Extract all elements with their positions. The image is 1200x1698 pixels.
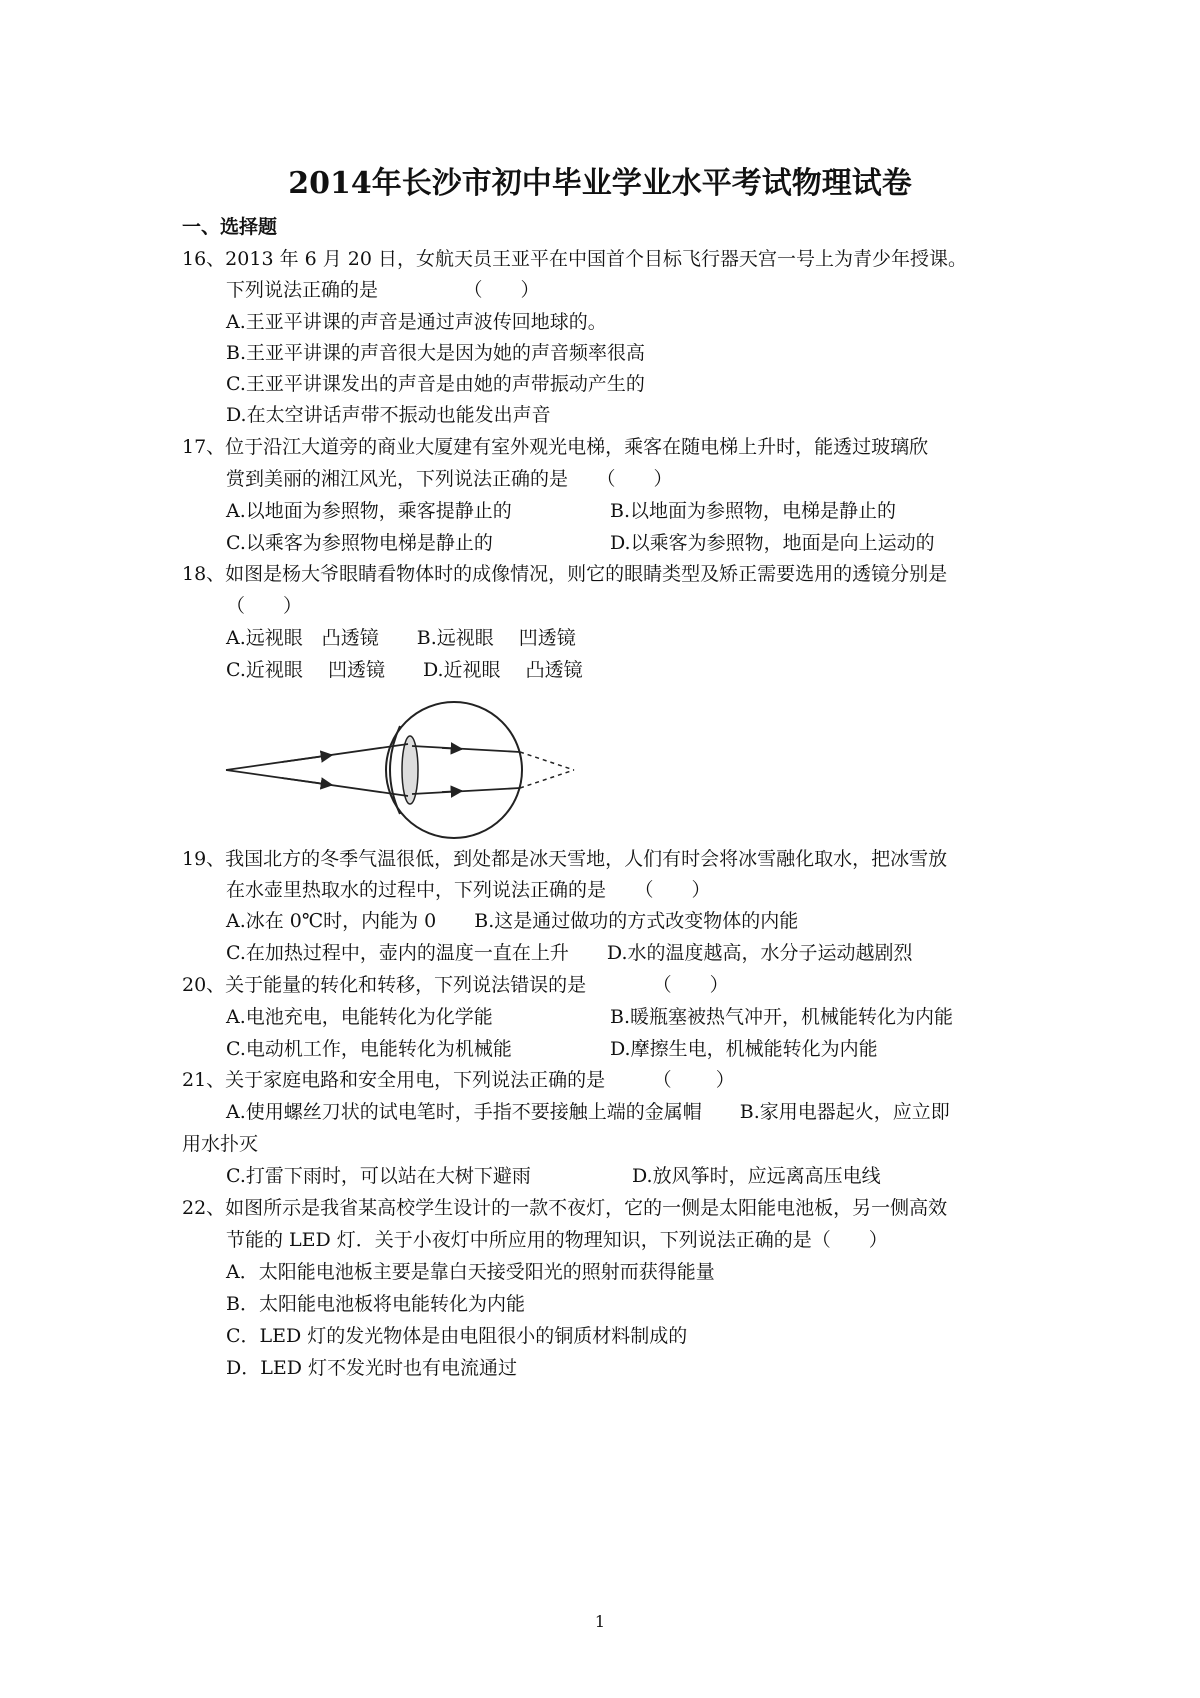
- q21-stem: 21、关于家庭电路和安全用电，下列说法正确的是 （ ）: [182, 1069, 735, 1091]
- q16-option-a: A.王亚平讲课的声音是通过声波传回地球的。: [226, 311, 607, 333]
- q18-stem-cont: （ ）: [226, 595, 303, 617]
- q22-stem-cont: 节能的 LED 灯．关于小夜灯中所应用的物理知识，下列说法正确的是（ ）: [226, 1229, 888, 1251]
- q17-stem-cont: 赏到美丽的湘江风光，下列说法正确的是 （ ）: [226, 468, 673, 490]
- q18-stem: 18、如图是杨大爷眼睛看物体时的成像情况，则它的眼睛类型及矫正需要选用的透镜分别是: [182, 563, 948, 585]
- q22-option-d: D．LED 灯不发光时也有电流通过: [226, 1357, 517, 1379]
- ray-upper-arrow-2: [442, 748, 462, 749]
- page-number: 1: [594, 1612, 606, 1631]
- eye-diagram: [222, 690, 582, 850]
- q22-option-a: A．太阳能电池板主要是靠白天接受阳光的照射而获得能量: [226, 1261, 715, 1283]
- q17-option-b: B.以地面为参照物，电梯是静止的: [610, 500, 897, 522]
- ray-lower-arrow: [282, 778, 332, 785]
- q17-stem: 17、位于沿江大道旁的商业大厦建有室外观光电梯，乘客在随电梯上升时，能透过玻璃欣: [182, 436, 929, 458]
- q19-options-cd: C.在加热过程中，壶内的温度一直在上升 D.水的温度越高，水分子运动越剧烈: [226, 942, 913, 964]
- q16-stem-cont: 下列说法正确的是 （ ）: [226, 279, 540, 301]
- q16-stem: 16、2013 年 6 月 20 日，女航天员王亚平在中国首个目标飞行器天宫一号上为青少年授课。: [182, 248, 967, 270]
- q17-option-a: A.以地面为参照物，乘客提静止的: [226, 500, 512, 522]
- q20-option-b: B.暖瓶塞被热气冲开，机械能转化为内能: [610, 1006, 954, 1028]
- q20-option-c: C.电动机工作，电能转化为机械能: [226, 1038, 512, 1060]
- q16-option-c: C.王亚平讲课发出的声音是由她的声带振动产生的: [226, 373, 645, 395]
- ray-upper-arrow: [282, 755, 332, 762]
- cornea-outline: [390, 726, 400, 814]
- ray-lower-extension: [520, 770, 574, 788]
- q21-option-c: C.打雷下雨时，可以站在大树下避雨: [226, 1165, 531, 1187]
- q20-stem: 20、关于能量的转化和转移，下列说法错误的是 （ ）: [182, 974, 729, 996]
- ray-upper-refracted: [412, 746, 520, 752]
- ray-upper-extension: [520, 752, 574, 770]
- q21-options-ab: A.使用螺丝刀状的试电笔时，手指不要接触上端的金属帽 B.家用电器起火，应立即: [226, 1101, 950, 1123]
- q20-option-d: D.摩擦生电，机械能转化为内能: [610, 1038, 878, 1060]
- q18-options-ab: A.远视眼 凸透镜 B.远视眼 凹透镜: [226, 627, 576, 649]
- q19-stem: 19、我国北方的冬季气温很低，到处都是冰天雪地，人们有时会将冰雪融化取水，把冰雪放: [182, 848, 948, 870]
- q16-option-d: D.在太空讲话声带不振动也能发出声音: [226, 404, 551, 426]
- ray-lower-refracted: [412, 788, 520, 794]
- q16-option-b: B.王亚平讲课的声音很大是因为她的声音频率很高: [226, 342, 646, 364]
- q19-options-ab: A.冰在 0℃时，内能为 0 B.这是通过做功的方式改变物体的内能: [226, 910, 799, 932]
- ray-lower-arrow-2: [442, 791, 462, 792]
- q22-stem: 22、如图所示是我省某高校学生设计的一款不夜灯，它的一侧是太阳能电池板，另一侧高效: [182, 1197, 948, 1219]
- q22-option-c: C．LED 灯的发光物体是由电阻很小的铜质材料制成的: [226, 1325, 688, 1347]
- q17-option-d: D.以乘客为参照物，地面是向上运动的: [610, 532, 935, 554]
- section-heading: 一、选择题: [182, 216, 278, 238]
- q22-option-b: B．太阳能电池板将电能转化为内能: [226, 1293, 525, 1315]
- q18-options-cd: C.近视眼 凹透镜 D.近视眼 凸透镜: [226, 659, 583, 681]
- q19-stem-cont: 在水壶里热取水的过程中，下列说法正确的是 （ ）: [226, 879, 711, 901]
- q17-option-c: C.以乘客为参照物电梯是静止的: [226, 532, 493, 554]
- exam-title: 2014年长沙市初中毕业学业水平考试物理试卷: [288, 166, 912, 201]
- q20-option-a: A.电池充电，电能转化为化学能: [226, 1006, 493, 1028]
- q21-options-ab-cont: 用水扑灭: [182, 1133, 259, 1155]
- q21-option-d: D.放风筝时，应远离高压电线: [632, 1165, 881, 1187]
